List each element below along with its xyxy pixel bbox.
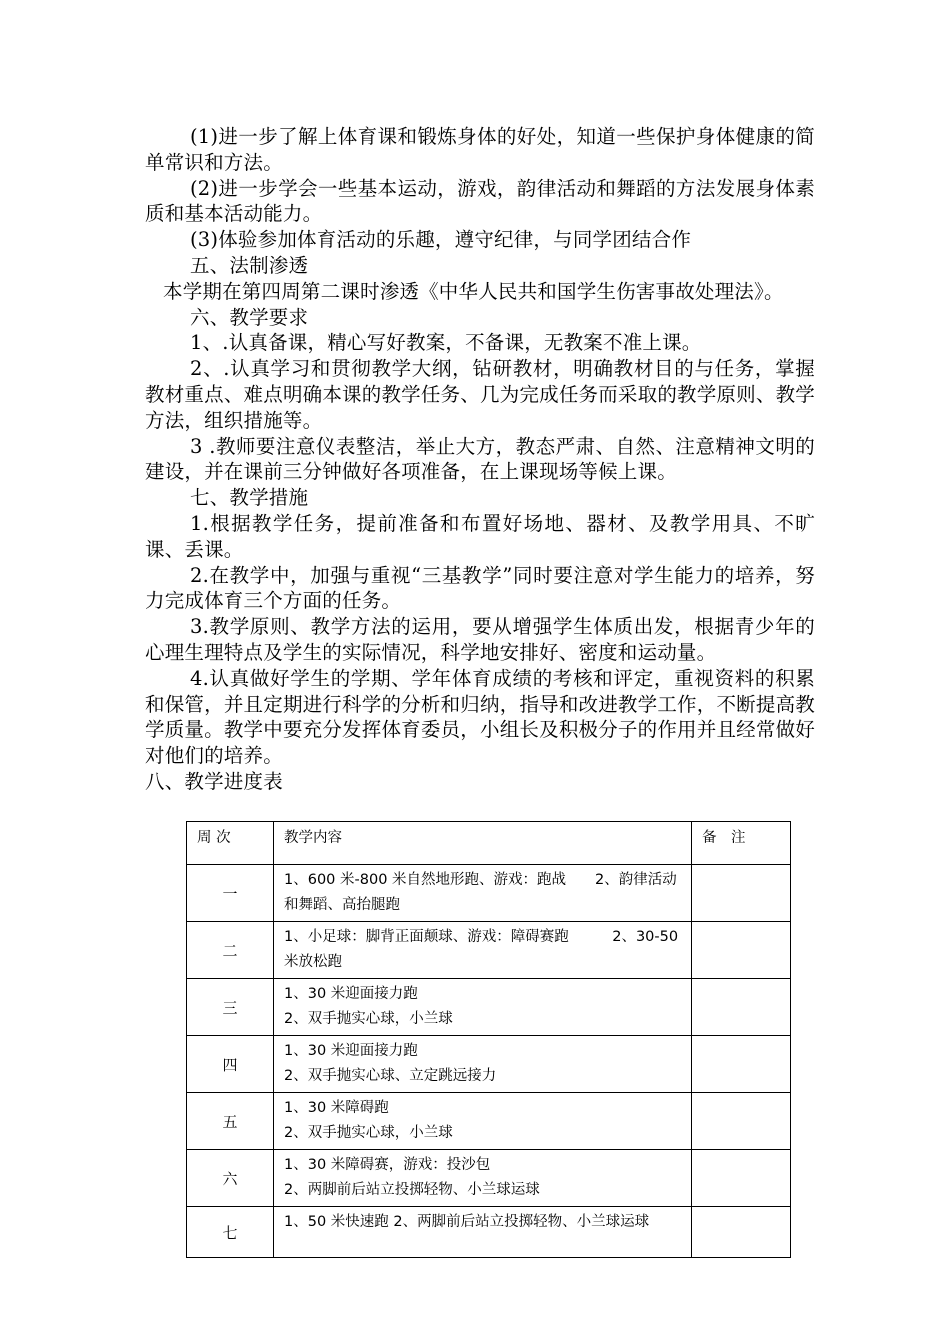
measure-2: 2.在教学中，加强与重视“三基教学”同时要注意对学生能力的培养，努力完成体育三个方面的任务。: [145, 563, 815, 613]
note-cell: [692, 1207, 791, 1258]
content-line: 1、30 米迎面接力跑: [284, 986, 418, 1002]
content-line: 1、30 米障碍赛，游戏：投沙包: [284, 1157, 491, 1173]
objective-1: (1)进一步了解上体育课和锻炼身体的好处，知道一些保护身体健康的简单常识和方法。: [145, 125, 815, 174]
content-line: 2、双手抛实心球，小兰球: [284, 1011, 453, 1027]
measure-3: 3.教学原则、教学方法的运用，要从增强学生体质出发，根据青少年的心理生理特点及学生的实际情况，科学地安排好、密度和运动量。: [145, 615, 815, 664]
content-line: 1、30 米迎面接力跑: [284, 1043, 418, 1059]
schedule-table: [186, 821, 791, 1258]
week-cell: 七: [187, 1207, 274, 1258]
note-cell: [692, 922, 791, 979]
content-line: 2、两脚前后站立投掷轻物、小兰球运球: [284, 1182, 540, 1198]
week-cell: 二: [187, 922, 274, 979]
table-row: [187, 865, 791, 922]
header-note: 备 注: [692, 822, 791, 865]
table-row: [187, 1207, 791, 1258]
header-week: 周 次: [187, 822, 274, 865]
week-cell: 五: [187, 1093, 274, 1150]
content-line: 2、双手抛实心球，小兰球: [284, 1125, 453, 1141]
objective-3: (3)体验参加体育活动的乐趣，遵守纪律，与同学团结合作: [190, 228, 692, 252]
content-line: 米放松跑: [284, 954, 342, 970]
content-line: 1、小足球：脚背正面颠球、游戏：障碍赛跑 2、30-50: [284, 929, 679, 945]
measure-4: 4.认真做好学生的学期、学年体育成绩的考核和评定，重视资料的积累和保管，并且定期进行科学的分析和归纳，指导和改进教学工作，不断提高教学质量。教学中要充分发挥体育委员，小组长及积极分子的作用并且经常做好对他们的培养。: [145, 666, 815, 768]
table-header-row: [187, 822, 791, 865]
content-cell: [274, 1150, 692, 1207]
section-heading-measures: 七、教学措施: [190, 486, 309, 510]
content-cell: [274, 865, 692, 922]
week-cell: 一: [187, 865, 274, 922]
content-line: 1、50 米快速跑 2、两脚前后站立投掷轻物、小兰球运球: [284, 1214, 650, 1230]
note-cell: [692, 1093, 791, 1150]
requirement-1: 1、.认真备课，精心写好教案，不备课，无教案不准上课。: [190, 331, 702, 355]
measure-1: 1.根据教学任务，提前准备和布置好场地、器材、及教学用具、不旷课、丢课。: [145, 511, 815, 561]
section-heading-requirements: 六、教学要求: [190, 305, 309, 329]
content-line: 1、30 米障碍跑: [284, 1100, 389, 1116]
content-cell: [274, 1207, 692, 1258]
note-cell: [692, 865, 791, 922]
requirement-2: 2、.认真学习和贯彻教学大纲，钻研教材，明确教材目的与任务，掌握教材重点、难点明确本课的教学任务、几为完成任务而采取的教学原则、教学方法，组织措施等。: [145, 357, 815, 432]
table-row: [187, 1036, 791, 1093]
content-cell: [274, 979, 692, 1036]
note-cell: [692, 1150, 791, 1207]
section-heading-schedule: 八、教学进度表: [145, 769, 283, 793]
document-body: [145, 124, 815, 795]
content-line: 2、双手抛实心球、立定跳远接力: [284, 1068, 497, 1084]
week-cell: 六: [187, 1150, 274, 1207]
content-line: 1、600 米-800 米自然地形跑、游戏：跑战 2、韵律活动: [284, 872, 677, 888]
section-heading-legal: 五、法制渗透: [190, 253, 309, 277]
table-row: [187, 1150, 791, 1207]
note-cell: [692, 1036, 791, 1093]
legal-paragraph: 本学期在第四周第二课时渗透《中华人民共和国学生伤害事故处理法》。: [163, 279, 784, 303]
table-row: [187, 922, 791, 979]
note-cell: [692, 979, 791, 1036]
week-cell: 三: [187, 979, 274, 1036]
week-cell: 四: [187, 1036, 274, 1093]
content-cell: [274, 1093, 692, 1150]
table-row: [187, 1093, 791, 1150]
requirement-3: 3 .教师要注意仪表整洁，举止大方，教态严肃、自然、注意精神文明的建设，并在课前三分钟做好各项准备，在上课现场等候上课。: [145, 434, 815, 484]
content-cell: [274, 922, 692, 979]
content-line: 和舞蹈、高抬腿跑: [284, 897, 400, 913]
content-cell: [274, 1036, 692, 1093]
table-row: [187, 979, 791, 1036]
objective-2: (2)进一步学会一些基本运动，游戏，韵律活动和舞蹈的方法发展身体素质和基本活动能力。: [145, 176, 815, 226]
header-content: 教学内容: [274, 822, 692, 865]
